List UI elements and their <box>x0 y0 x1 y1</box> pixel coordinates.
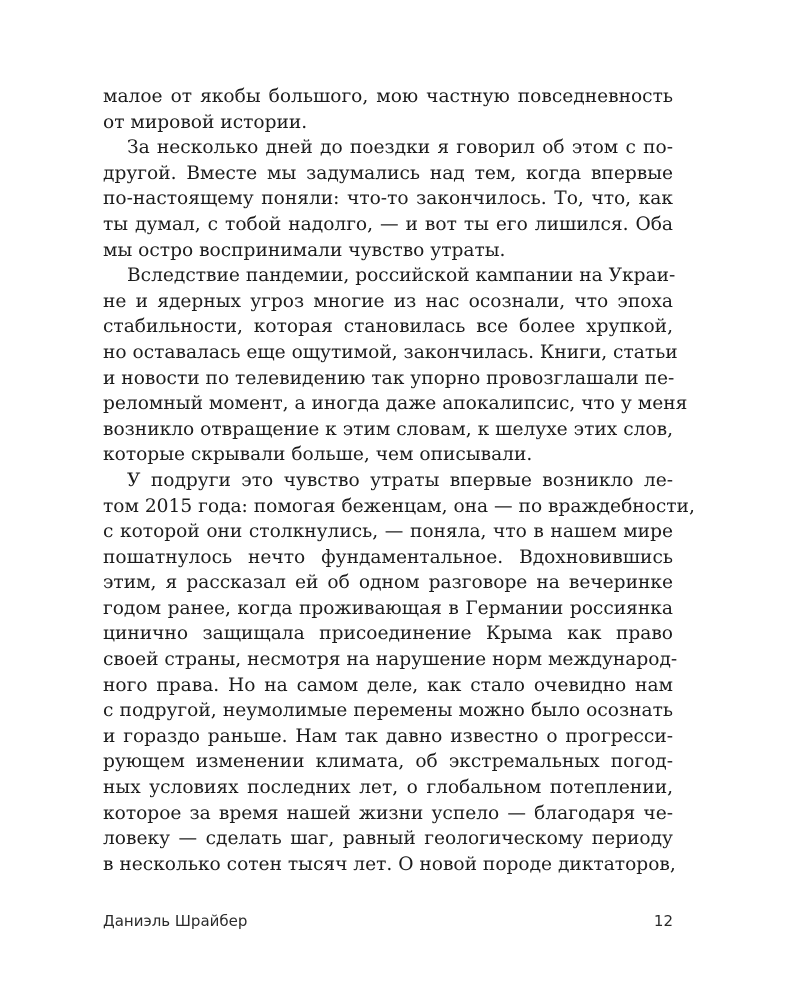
text-line: малое от якобы большого, мою частную повседневность <box>103 86 673 107</box>
text-line: У подруги это чувство утраты впервые возникло ле- <box>127 469 673 491</box>
text-line: но оставалась еще ощутимой, закончилась. Книги, статьи <box>103 341 678 363</box>
footer-author: Даниэль Шрайбер <box>103 912 248 930</box>
page-footer <box>103 912 673 934</box>
text-line: своей страны, несмотря на нарушение норм международ- <box>103 649 678 671</box>
text-line: рующем изменении климата, об экстремальных погод- <box>103 751 673 773</box>
text-line: Вследствие пандемии, российской кампании на Украи- <box>127 265 676 287</box>
text-line: ловеку — сделать шаг, равный геологическому периоду <box>103 828 673 850</box>
body-text <box>103 84 695 877</box>
text-line: в несколько сотен тысяч лет. О новой породе диктаторов, <box>103 853 676 875</box>
page-number: 12 <box>653 912 673 930</box>
text-line: с подругой, неумолимые перемены можно было осознать <box>103 700 673 722</box>
text-line: и гораздо раньше. Нам так давно известно о прогресси- <box>103 725 673 747</box>
text-line: другой. Вместе мы задумались над тем, когда впервые <box>103 162 673 184</box>
text-line: не и ядерных угроз многие из нас осознали, что эпоха <box>103 290 673 312</box>
text-line: этим, я рассказал ей об одном разговоре на вечеринке <box>103 572 673 594</box>
text-line: и новости по телевидению так упорно провозглашали пе- <box>103 367 675 389</box>
text-line: которые скрывали больше, чем описывали. <box>103 444 533 466</box>
text-line: За несколько дней до поездки я говорил об этом с по- <box>127 137 673 159</box>
text-line: пошатнулось нечто фундаментальное. Вдохновившись <box>103 546 673 568</box>
text-line: с которой они столкнулись, — поняла, что в нашем мире <box>103 521 673 543</box>
text-line: том 2015 года: помогая беженцам, она — по враждебности, <box>103 495 695 517</box>
text-line: по-настоящему поняли: что-то закончилось. То, что, как <box>103 188 673 210</box>
text-line: возникло отвращение к этим словам, к шелухе этих слов, <box>103 418 673 440</box>
text-line: реломный момент, а иногда даже апокалипсис, что у меня <box>103 393 688 415</box>
text-line: которое за время нашей жизни успело — благодаря че- <box>103 802 673 824</box>
text-line: стабильности, которая становилась все более хрупкой, <box>103 316 673 338</box>
text-line: ных условиях последних лет, о глобальном потеплении, <box>103 777 673 799</box>
text-line: от мировой истории. <box>103 111 308 133</box>
text-line: ты думал, с тобой надолго, — и вот ты его лишился. Оба <box>103 213 673 235</box>
text-line: цинично защищала присоединение Крыма как право <box>103 623 673 645</box>
text-line: ного права. Но на самом деле, как стало очевидно нам <box>103 674 673 696</box>
text-line: годом ранее, когда проживающая в Германии россиянка <box>103 597 673 619</box>
text-line: мы остро воспринимали чувство утраты. <box>103 239 506 261</box>
